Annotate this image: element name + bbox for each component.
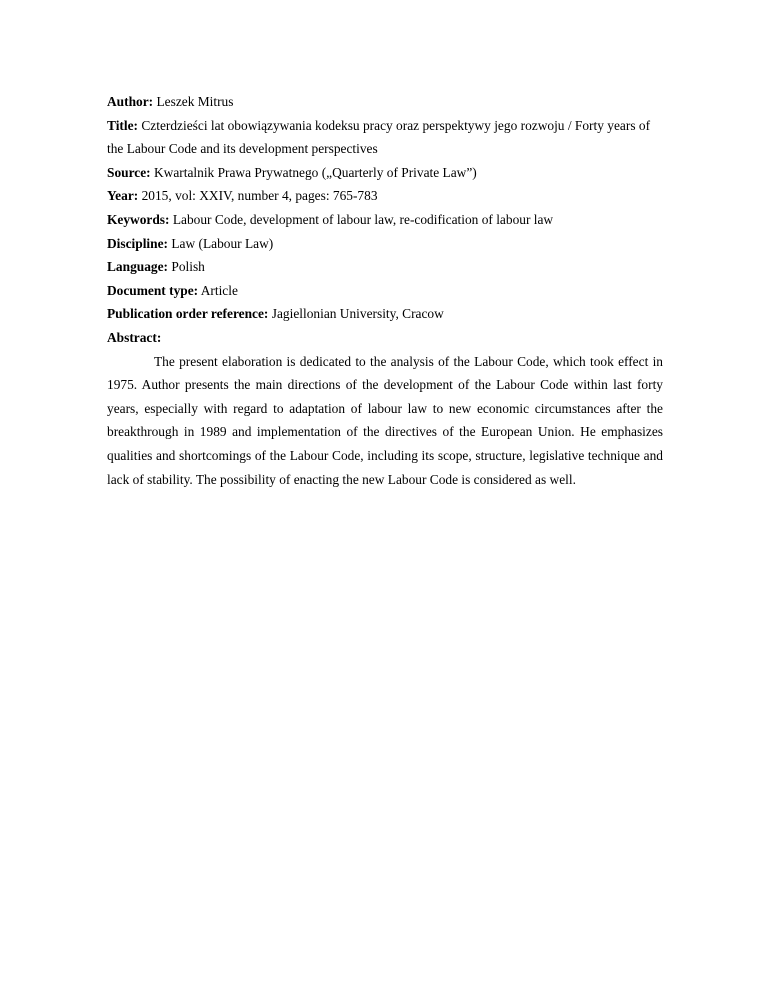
author-label: Author: [107, 94, 154, 109]
author-field [107, 90, 663, 114]
title-value: Czterdzieści lat obowiązywania kodeksu pracy oraz perspektywy jego rozwoju / Forty years of the Labour Code and its development perspectives [107, 117, 651, 157]
year-label: Year: [107, 188, 139, 204]
language-label: Language: [107, 259, 169, 275]
keywords-field [107, 208, 663, 232]
publication-order-reference-label: Publication order reference: [107, 306, 269, 322]
discipline-field [107, 232, 663, 256]
discipline-label: Discipline: [107, 235, 169, 251]
author-value: Leszek Mitrus [156, 94, 234, 109]
document-type-field [107, 279, 663, 303]
document-type-label: Document type: [107, 282, 199, 298]
abstract-label: Abstract: [107, 329, 162, 345]
discipline-value: Law (Labour Law) [171, 235, 274, 251]
source-field [107, 161, 663, 185]
source-label: Source: [107, 164, 151, 180]
language-value: Polish [171, 259, 205, 275]
source-value: Kwartalnik Prawa Prywatnego („Quarterly of Private Law”) [154, 164, 477, 180]
keywords-label: Keywords: [107, 211, 170, 227]
title-label: Title: [107, 117, 138, 133]
keywords-value: Labour Code, development of labour law, re-codification of labour law [172, 211, 554, 227]
year-field [107, 184, 663, 208]
publication-order-reference-value: Jagiellonian University, Cracow [271, 306, 444, 322]
title-field [107, 114, 663, 161]
document-type-value: Article [200, 282, 238, 298]
abstract-text: The present elaboration is dedicated to the analysis of the Labour Code, which took effect in 1975. Author presents the main directions of the development of the Labour Code within last forty years, especially with regard to adaptation of labour law to new economic circumstances after the breakthrough in 1989 and implementation of the directives of the European Union. He emphasizes qualities and shortcomings of the Labour Code, including its scope, structure, legislative technique and lack of stability. The possibility of enacting the new Labour Code is considered as well. [107, 353, 663, 487]
publication-order-reference-field [107, 302, 663, 326]
year-value: 2015, vol: XXIV, number 4, pages: 765-783 [141, 188, 378, 204]
document-content [107, 90, 663, 491]
language-field [107, 255, 663, 279]
